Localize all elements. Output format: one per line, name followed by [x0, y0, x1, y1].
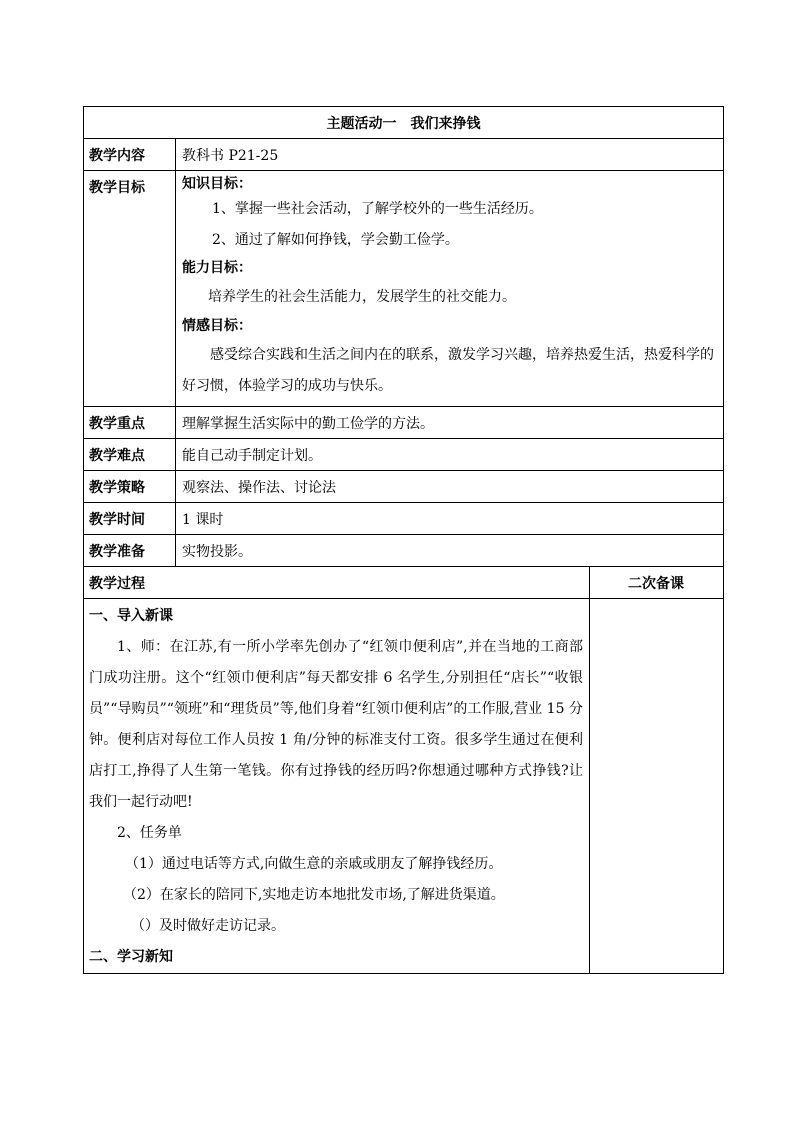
emotion-heading: 情感目标： — [182, 318, 252, 334]
key-point-label: 教学重点 — [84, 407, 176, 439]
process-content — [84, 599, 590, 974]
second-prep-notes — [590, 599, 724, 974]
key-point-row — [84, 407, 724, 439]
process-header-row — [84, 567, 724, 599]
knowledge-heading: 知识目标： — [182, 176, 252, 192]
objectives-row — [84, 171, 724, 407]
strategy-label: 教学策略 — [84, 471, 176, 503]
content-row — [84, 139, 724, 171]
content-label: 教学内容 — [84, 139, 176, 171]
ability-heading: 能力目标： — [182, 260, 252, 276]
difficulty-row — [84, 439, 724, 471]
section-intro-heading: 一、导入新课 — [89, 608, 173, 624]
key-point-value: 理解掌握生活实际中的勤工俭学的方法。 — [176, 407, 724, 439]
knowledge-item-1: 1、掌握一些社会活动，了解学校外的一些生活经历。 — [212, 201, 543, 217]
task-item-1: （1）通过电话等方式,向做生意的亲戚或朋友了解挣钱经历。 — [125, 856, 503, 872]
difficulty-label: 教学难点 — [84, 439, 176, 471]
time-value: 1 课时 — [176, 503, 724, 535]
intro-paragraph: 1、师：在江苏,有一所小学率先创办了“红领巾便利店”,并在当地的工商部门成功注册。这个“红领巾便利店”每天都安排 6 名学生,分别担任“店长”“收银员”“导购员”“领班”和“理货员”等,他们身着“红领巾便利店”的工作服,营业 15 分钟。便利店对每位工作人员按 1 角/分钟的标准支付工资。很多学生通过在便利店打工,挣得了人生第一笔钱。你有过挣钱的经历吗?你想通过哪种方式挣钱?让我们一起行动吧! — [89, 639, 583, 810]
ability-item-1: 培养学生的社会生活能力，发展学生的社交能力。 — [208, 289, 516, 305]
strategy-value: 观察法、操作法、讨论法 — [176, 471, 724, 503]
preparation-value: 实物投影。 — [176, 535, 724, 567]
preparation-row — [84, 535, 724, 567]
time-label: 教学时间 — [84, 503, 176, 535]
process-label: 教学过程 — [84, 567, 590, 599]
preparation-label: 教学准备 — [84, 535, 176, 567]
content-value: 教科书 P21-25 — [176, 139, 724, 171]
difficulty-value: 能自己动手制定计划。 — [176, 439, 724, 471]
emotion-item-1: 感受综合实践和生活之间内在的联系，激发学习兴趣，培养热爱生活，热爱科学的好习惯，体验学习的成功与快乐。 — [182, 347, 714, 394]
second-prep-label: 二次备课 — [590, 567, 724, 599]
task-item-2: （2）在家长的陪同下,实地走访本地批发市场,了解进货渠道。 — [123, 887, 505, 903]
lesson-plan-table — [83, 106, 724, 974]
title-row — [84, 107, 724, 139]
time-row — [84, 503, 724, 535]
knowledge-item-2: 2、通过了解如何挣钱，学会勤工俭学。 — [212, 232, 459, 248]
process-body-row — [84, 599, 724, 974]
objectives-label: 教学目标 — [84, 171, 176, 407]
lesson-plan-document — [83, 106, 723, 974]
task-item-3: （）及时做好走访记录。 — [131, 918, 285, 934]
section-new-knowledge-heading: 二、学习新知 — [89, 949, 173, 965]
lesson-title: 主题活动一 我们来挣钱 — [84, 107, 724, 139]
strategy-row — [84, 471, 724, 503]
task-list-heading: 2、任务单 — [117, 825, 182, 841]
